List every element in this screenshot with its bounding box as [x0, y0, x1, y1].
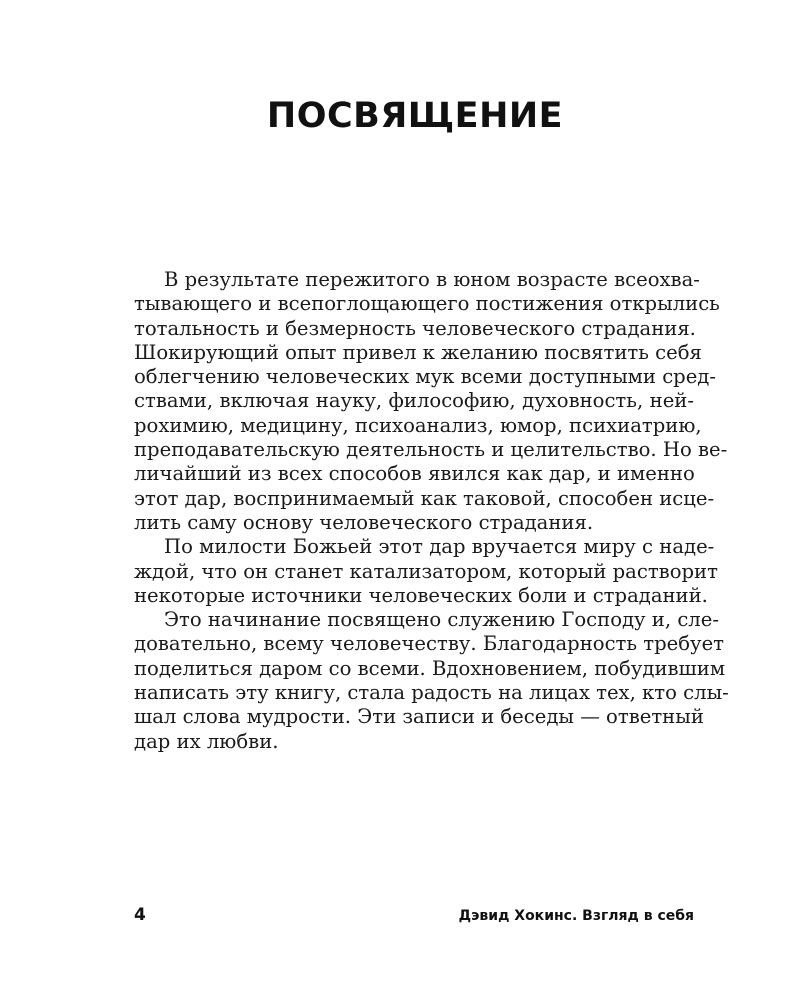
text-line: ждой, что он станет катализатором, который растворит [134, 559, 718, 583]
text-line: ствами, включая науку, философию, духовность, ней- [134, 389, 694, 413]
text-line: личайший из всех способов явился как дар, и именно [134, 462, 695, 486]
text-line: довательно, всему человечеству. Благодарность требует [134, 632, 725, 656]
text-line: По милости Божьей этот дар вручается миру с надe- [164, 535, 715, 559]
text-line: написать эту книгу, стала радость на лицах тех, кто слы- [134, 681, 729, 705]
text-line: В результате пережитого в юном возрасте всеохва- [164, 268, 700, 291]
text-line: тывающего и всепоглощающего постижения открылись [134, 292, 720, 316]
text-line: рохимию, медицину, психоанализ, юмор, психиатрию, [134, 413, 702, 437]
text-line: шал слова мудрости. Эти записи и беседы — ответный [134, 705, 704, 729]
text-line: тотальность и безмерность человеческого страдания. [134, 316, 696, 340]
text-line: некоторые источники человеческих боли и страданий. [134, 583, 708, 607]
text-line: облегчению человеческих мук всеми доступными сред- [134, 365, 716, 389]
text-line: преподавательскую деятельность и целительство. Но ве- [134, 438, 728, 462]
text-line: дар их любви. [134, 729, 279, 753]
text-line: этот дар, воспринимаемый как таковой, способен исце- [134, 486, 715, 510]
text-line: Это начинание посвящено служению Господу и, сле- [164, 608, 719, 632]
running-title: Дэвид Хокинс. Взгляд в себя [458, 908, 694, 924]
text-line: Шокирующий опыт привел к желанию посвятить себя [134, 340, 702, 364]
page-title: ПОСВЯЩЕНИЕ [266, 96, 564, 136]
page-number: 4 [134, 905, 146, 925]
text-line: поделиться даром со всеми. Вдохновением, побудившим [134, 656, 726, 680]
text-line: лить саму основу человеческого страдания. [134, 510, 594, 534]
dedication-text [134, 268, 729, 754]
